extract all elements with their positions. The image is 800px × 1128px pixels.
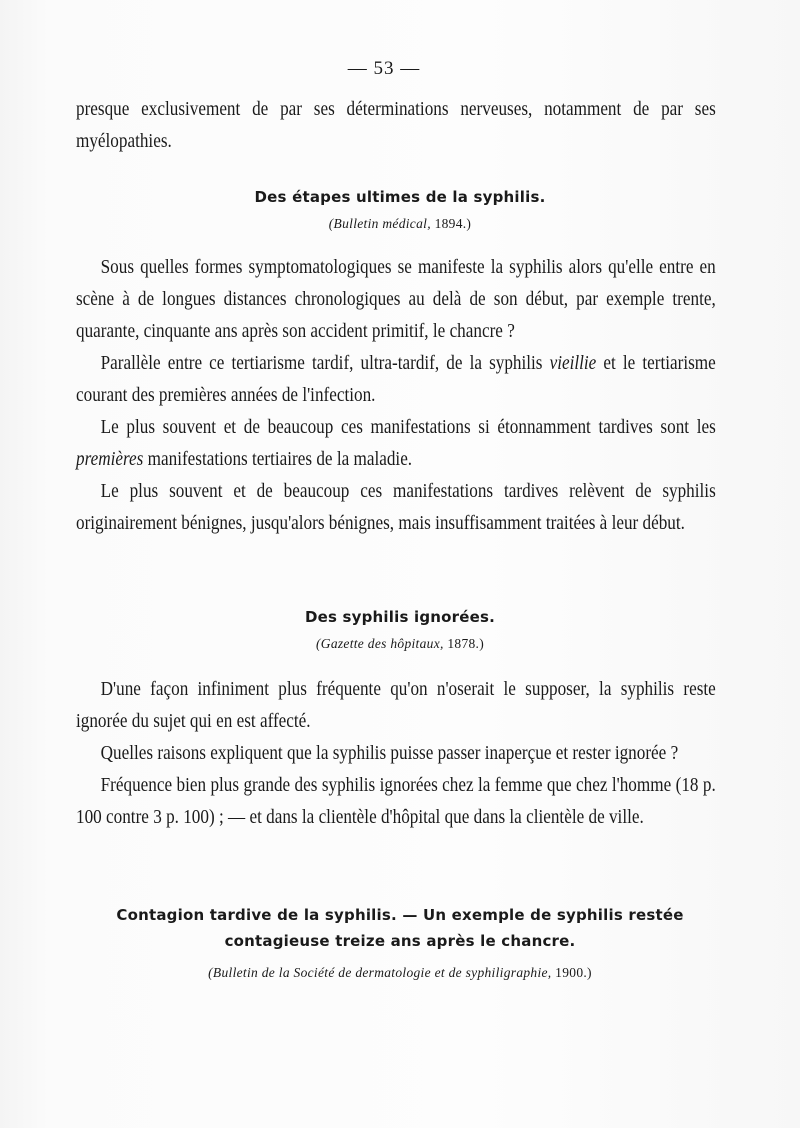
section-ignorees-heading — [60, 604, 740, 655]
section-title-line: Contagion tardive de la syphilis. — Un exemple de syphilis restée — [116, 906, 684, 924]
section-title-line: contagieuse treize ans après le chancre. — [224, 932, 576, 950]
source-journal: (Bulletin médical, — [328, 216, 431, 231]
text-run: et le tertiarisme courant des premières années de l'infection. — [76, 353, 716, 406]
section-source — [60, 633, 740, 655]
emphasis: premières — [76, 449, 144, 470]
source-year: 1894.) — [434, 216, 472, 231]
paragraph: Le plus souvent et de beaucoup ces manifestations tardives relèvent de syphilis originairement bénignes, jusqu'alors bénignes, mais insuffisamment traitées à leur début. — [76, 481, 716, 534]
continuation-paragraph: presque exclusivement de par ses déterminations nerveuses, notamment de par ses myélopathies. — [76, 99, 716, 152]
source-year: 1878.) — [447, 636, 485, 651]
section-ultimes-body — [76, 252, 716, 540]
section-source — [60, 962, 740, 984]
text-run: Le plus souvent et de beaucoup ces manifestations si étonnamment tardives sont les — [100, 417, 716, 438]
source-journal: (Gazette des hôpitaux, — [315, 636, 444, 651]
continuation-paragraph-block — [76, 94, 716, 158]
source-year: 1900.) — [555, 965, 592, 980]
page-number: — 53 — — [347, 58, 421, 79]
emphasis: vieillie — [549, 353, 597, 374]
section-title: Des étapes ultimes de la syphilis. — [254, 188, 546, 206]
paragraph: Quelles raisons expliquent que la syphilis puisse passer inaperçue et rester ignorée ? — [100, 743, 679, 764]
text-run: manifestations tertiaires de la maladie. — [143, 449, 413, 470]
paragraph: Fréquence bien plus grande des syphilis ignorées chez la femme que chez l'homme (18 p. 100 contre 3 p. 100) ; — et dans la clientèle d'hôpital que dans la clientèle de ville. — [76, 775, 716, 828]
text-run: Parallèle entre ce tertiarisme tardif, ultra-tardif, de la syphilis — [100, 353, 550, 374]
source-journal: (Bulletin de la Société de dermatologie et de syphiligraphie, — [208, 965, 552, 980]
section-ignorees-body — [76, 674, 716, 834]
section-contagion-heading — [60, 902, 740, 984]
paragraph: Sous quelles formes symptomatologiques se manifeste la syphilis alors qu'elle entre en scène à de longues distances chronologiques au delà de son début, par exemple trente, quarante, cinquante ans après son accident primitif, le chancre ? — [76, 257, 716, 342]
section-title: Des syphilis ignorées. — [304, 608, 496, 626]
paragraph — [76, 412, 716, 476]
section-source — [60, 213, 740, 235]
paragraph: D'une façon infiniment plus fréquente qu'on n'oserait le supposer, la syphilis reste ignorée du sujet qui en est affecté. — [76, 679, 716, 732]
paragraph — [76, 348, 716, 412]
section-ultimes-heading — [60, 184, 740, 235]
